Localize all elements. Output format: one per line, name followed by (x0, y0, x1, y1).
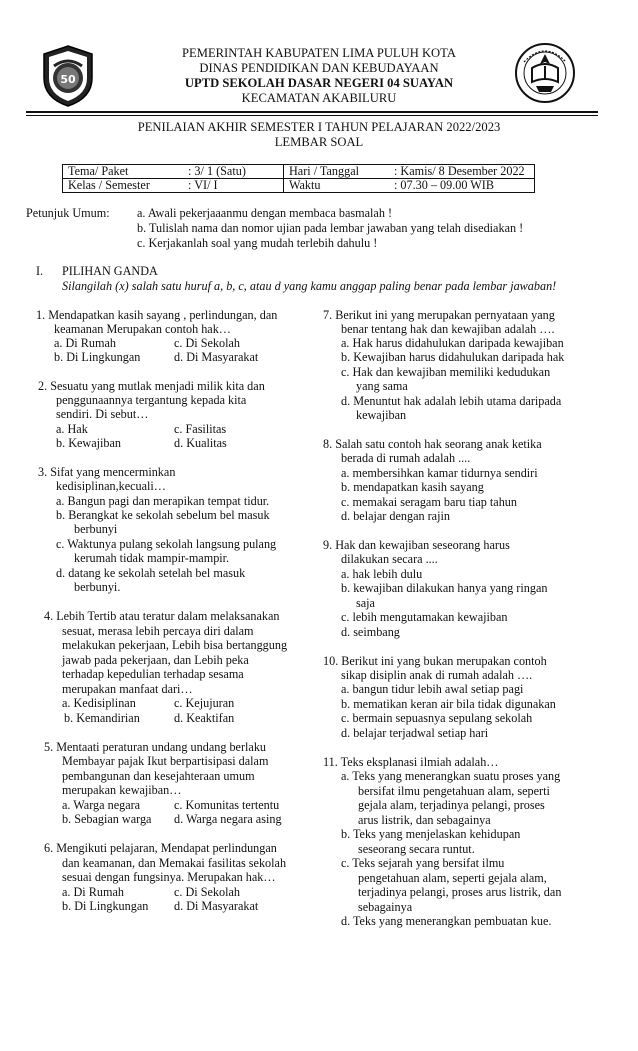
q11-option-a: a. Teks yang menerangkan suatu proses yang (341, 769, 561, 783)
q8-stem: 8. Salah satu contoh hak seorang anak ketika (323, 437, 542, 451)
q4-stem: jawab pada pekerjaan, dan Lebih peka (62, 653, 249, 667)
q9-option-b: b. kewajiban dilakukan hanya yang ringan (341, 581, 548, 595)
q11-option-c: terjadinya pelangi, proses arus listrik, dan (358, 885, 562, 899)
q11-option-a: gejala alam, terjadinya pelangi, proses (358, 798, 545, 812)
instructions-label: Petunjuk Umum: (26, 206, 110, 220)
exam-subtitle: LEMBAR SOAL (274, 135, 364, 149)
q7-option-d: d. Menuntut hak adalah lebih utama daripada (341, 394, 562, 408)
q2-option-b: b. Kewajiban (56, 436, 121, 450)
q7-stem: 7. Berikut ini yang merupakan pernyataan yang (323, 308, 555, 322)
q5-option-d: d. Warga negara asing (174, 812, 282, 826)
section-note: Silangilah (x) salah satu huruf a, b, c, atau d yang kamu anggap paling benar pada lembar jawaban! (62, 279, 557, 293)
q8-option-b: b. mendapatkan kasih sayang (341, 480, 484, 494)
q6-option-b: b. Di Lingkungan (62, 899, 149, 913)
q6-option-c: c. Di Sekolah (174, 885, 241, 899)
svg-text:50: 50 (60, 73, 76, 86)
section-title: PILIHAN GANDA (62, 264, 158, 278)
info-value-class: : VI/ I (183, 179, 284, 193)
q5-stem: merupakan kewajiban… (62, 783, 182, 797)
q5-option-b: b. Sebagian warga (62, 812, 152, 826)
q9-option-b: saja (356, 596, 375, 610)
q11-stem: 11. Teks eksplanasi ilmiah adalah… (323, 755, 499, 769)
q5-option-a: a. Warga negara (62, 798, 141, 812)
q2-option-d: d. Kualitas (174, 436, 227, 450)
q10-option-c: c. bermain sepuasnya sepulang sekolah (341, 711, 533, 725)
header-government: PEMERINTAH KABUPATEN LIMA PULUH KOTA (182, 46, 456, 60)
q2-option-a: a. Hak (56, 422, 88, 436)
q10-option-a: a. bangun tidur lebih awal setiap pagi (341, 682, 524, 696)
header-rule (26, 111, 598, 113)
q10-stem: sikap disiplin anak di rumah adalah …. (341, 668, 533, 682)
q4-stem: sesuat, merasa lebih percaya diri dalam (62, 624, 254, 638)
q8-stem: berada di rumah adalah .... (341, 451, 471, 465)
info-value-time: : 07.30 – 09.00 WIB (389, 179, 535, 193)
q3-option-a: a. Bangun pagi dan merapikan tempat tidur. (56, 494, 270, 508)
q2-stem: 2. Sesuatu yang mutlak menjadi milik kita dan (38, 379, 265, 393)
q1-option-a: a. Di Rumah (54, 336, 116, 350)
q3-option-c: c. Waktunya pulang sekolah langsung pulang (56, 537, 277, 551)
q11-option-b: seseorang secara runtut. (358, 842, 475, 856)
q9-stem: dilakukan secara .... (341, 552, 438, 566)
q1-stem: 1. Mendapatkan kasih sayang , perlindungan, dan (36, 308, 278, 322)
info-value-day: : Kamis/ 8 Desember 2022 (389, 165, 535, 179)
q7-option-d: kewajiban (356, 408, 407, 422)
info-label-theme: Tema/ Paket (63, 165, 184, 179)
q8-option-a: a. membersihkan kamar tidurnya sendiri (341, 466, 538, 480)
q3-stem: kedisiplinan,kecuali… (56, 479, 166, 493)
q8-option-c: c. memakai seragam baru tiap tahun (341, 495, 517, 509)
q9-option-c: c. lebih mengutamakan kewajiban (341, 610, 508, 624)
q2-stem: sendiri. Di sebut… (56, 407, 149, 421)
q11-option-c: pengetahuan alam, seperti gejala alam, (358, 871, 547, 885)
exam-info-table (62, 164, 535, 193)
q6-option-d: d. Di Masyarakat (174, 899, 259, 913)
q4-option-a: a. Kedisiplinan (62, 696, 136, 710)
info-label-time: Waktu (284, 179, 390, 193)
q6-stem: 6. Mengikuti pelajaran, Mendapat perlindungan (44, 841, 277, 855)
header-rule-thin (26, 115, 598, 116)
q3-option-b: berbunyi (74, 522, 118, 536)
q5-stem: 5. Mentaati peraturan undang undang berlaku (44, 740, 267, 754)
info-label-day: Hari / Tanggal (284, 165, 390, 179)
q1-option-c: c. Di Sekolah (174, 336, 241, 350)
q5-stem: pembangunan dan kesejahteraan umum (62, 769, 255, 783)
q10-option-b: b. mematikan keran air bila tidak digunakan (341, 697, 556, 711)
q4-option-c: c. Kejujuran (174, 696, 235, 710)
header-school: UPTD SEKOLAH DASAR NEGERI 04 SUAYAN (184, 76, 454, 90)
q11-option-c: c. Teks sejarah yang bersifat ilmu (341, 856, 505, 870)
q4-stem: merupakan manfaat dari… (62, 682, 193, 696)
q9-option-a: a. hak lebih dulu (341, 567, 423, 581)
q6-stem: sesuai dengan fungsinya. Merupakan hak… (62, 870, 276, 884)
q4-stem: 4. Lebih Tertib atau teratur dalam melaksanakan (44, 609, 280, 623)
q11-option-a: bersifat ilmu pengetahuan alam, seperti (358, 784, 550, 798)
q4-option-d: d. Keaktifan (174, 711, 235, 725)
q8-option-d: d. belajar dengan rajin (341, 509, 450, 523)
q10-stem: 10. Berikut ini yang bukan merupakan contoh (323, 654, 547, 668)
q9-stem: 9. Hak dan kewajiban seseorang harus (323, 538, 510, 552)
q4-stem: melakukan pekerjaan, Lebih bisa bertanggung (62, 638, 288, 652)
q11-option-c: sebagainya (358, 900, 413, 914)
exam-title: PENILAIAN AKHIR SEMESTER I TAHUN PELAJARAN 2022/2023 (137, 120, 501, 134)
q3-option-b: b. Berangkat ke sekolah sebelum bel masuk (56, 508, 270, 522)
section-number: I. (36, 264, 44, 278)
q5-stem: Membayar pajak Ikut berpartisipasi dalam (62, 754, 269, 768)
instruction-a: a. Awali pekerjaaanmu dengan membaca basmalah ! (137, 206, 393, 220)
q7-option-a: a. Hak harus didahulukan daripada kewajiban (341, 336, 564, 350)
q7-option-c: c. Hak dan kewajiban memiliki kedudukan (341, 365, 551, 379)
q3-stem: 3. Sifat yang mencerminkan (38, 465, 176, 479)
q7-option-c: yang sama (356, 379, 408, 393)
q9-option-d: d. seimbang (341, 625, 400, 639)
q3-option-c: kerumah tidak mampir-mampir. (74, 551, 230, 565)
q2-stem: penggunaannya tergantung kepada kita (56, 393, 247, 407)
info-value-theme: : 3/ 1 (Satu) (183, 165, 284, 179)
q3-option-d: berbunyi. (74, 580, 121, 594)
q11-option-d: d. Teks yang menerangkan pembuatan kue. (341, 914, 552, 928)
q2-option-c: c. Fasilitas (174, 422, 227, 436)
q1-option-b: b. Di Lingkungan (54, 350, 141, 364)
q4-option-b: b. Kemandirian (64, 711, 140, 725)
q11-option-a: arus listrik, dan sebagainya (358, 813, 491, 827)
instruction-c: c. Kerjakanlah soal yang mudah terlebih dahulu ! (137, 236, 378, 250)
info-label-class: Kelas / Semester (63, 179, 184, 193)
q11-option-b: b. Teks yang menjelaskan kehidupan (341, 827, 521, 841)
q10-option-d: d. belajar terjadwal setiap hari (341, 726, 489, 740)
q4-stem: terhadap kepedulian terhadap sesama (62, 667, 244, 681)
header-district: KECAMATAN AKABILURU (241, 91, 397, 105)
q1-option-d: d. Di Masyarakat (174, 350, 259, 364)
instruction-b: b. Tulislah nama dan nomor ujian pada lembar jawaban yang telah disediakan ! (137, 221, 524, 235)
q6-option-a: a. Di Rumah (62, 885, 124, 899)
q3-option-d: d. datang ke sekolah setelah bel masuk (56, 566, 246, 580)
q7-option-b: b. Kewajiban harus didahulukan daripada hak (341, 350, 565, 364)
q1-stem: keamanan Merupakan contoh hak… (54, 322, 231, 336)
q5-option-c: c. Komunitas tertentu (174, 798, 280, 812)
q7-stem: benar tentang hak dan kewajiban adalah …. (341, 322, 555, 336)
header-department: DINAS PENDIDIKAN DAN KEBUDAYAAN (199, 61, 439, 75)
q6-stem: dan keamanan, dan Memakai fasilitas sekolah (62, 856, 287, 870)
